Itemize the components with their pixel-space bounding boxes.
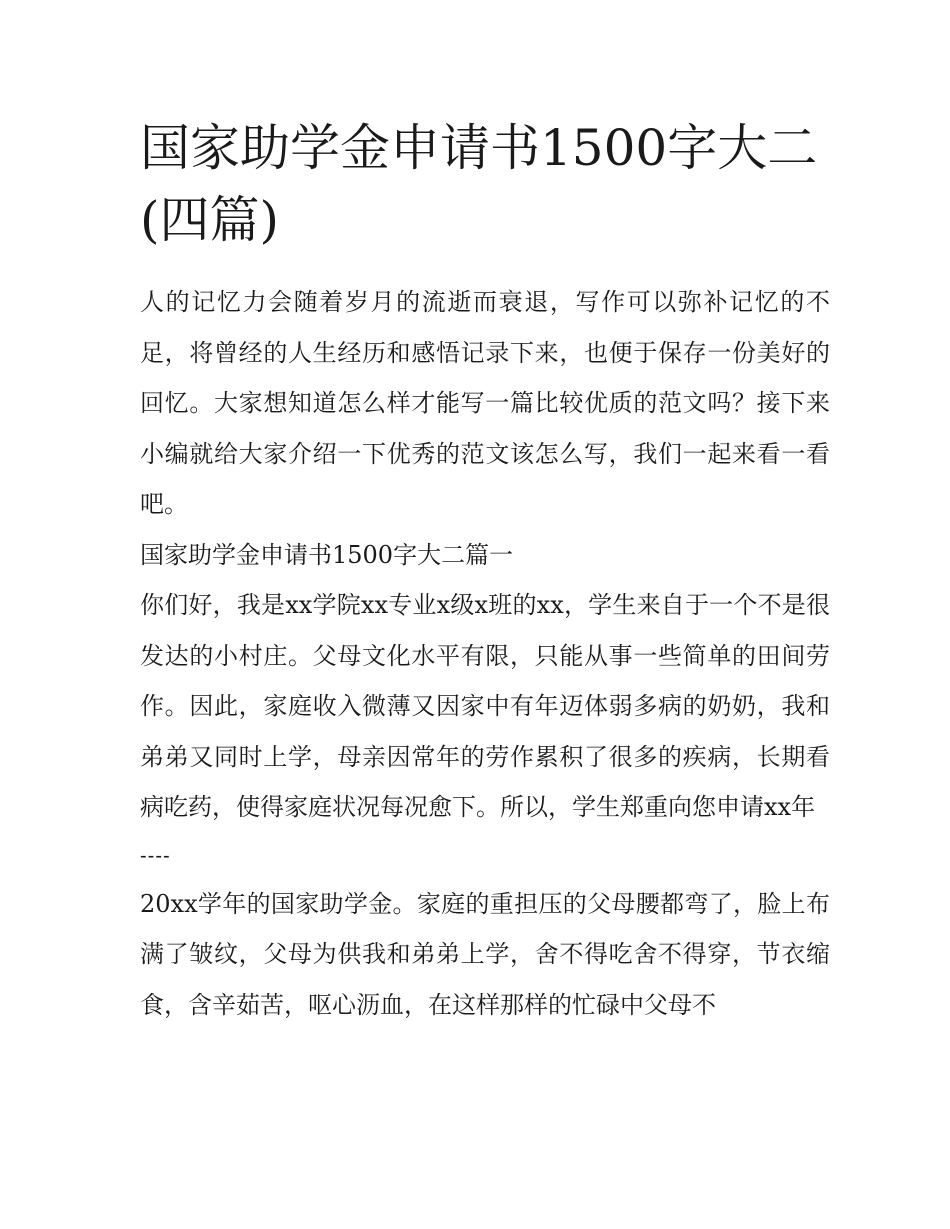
page-break-separator: ---- bbox=[140, 844, 171, 867]
section-heading: 国家助学金申请书1500字大二篇一 bbox=[140, 540, 514, 569]
intro-paragraph: 人的记忆力会随着岁月的流逝而衰退，写作可以弥补记忆的不足，将曾经的人生经历和感悟记录下来，也便于保存一份美好的回忆。大家想知道怎么样才能写一篇比较优质的范文吗？接下来小编就给大家介绍一下优秀的范文该怎么写，我们一起来看一看吧。 bbox=[140, 288, 830, 518]
document-body bbox=[140, 277, 830, 1030]
section-body-paragraph: 你们好，我是xx学院xx专业x级x班的xx，学生来自于一个不是很发达的小村庄。父母文化水平有限，只能从事一些简单的田间劳作。因此，家庭收入微薄又因家中有年迈体弱多病的奶奶，我和弟弟又同时上学，母亲因常年的劳作累积了很多的疾病，长期看病吃药，使得家庭状况每况愈下。所以，学生郑重向您申请xx年 bbox=[140, 591, 830, 821]
continued-paragraph: 20xx学年的国家助学金。家庭的重担压的父母腰都弯了，脸上布满了皱纹，父母为供我和弟弟上学，舍不得吃舍不得穿，节衣缩食，含辛茹苦，呕心沥血，在这样那样的忙碌中父母不 bbox=[140, 889, 830, 1019]
document-title: 国家助学金申请书1500字大二(四篇) bbox=[140, 119, 818, 249]
